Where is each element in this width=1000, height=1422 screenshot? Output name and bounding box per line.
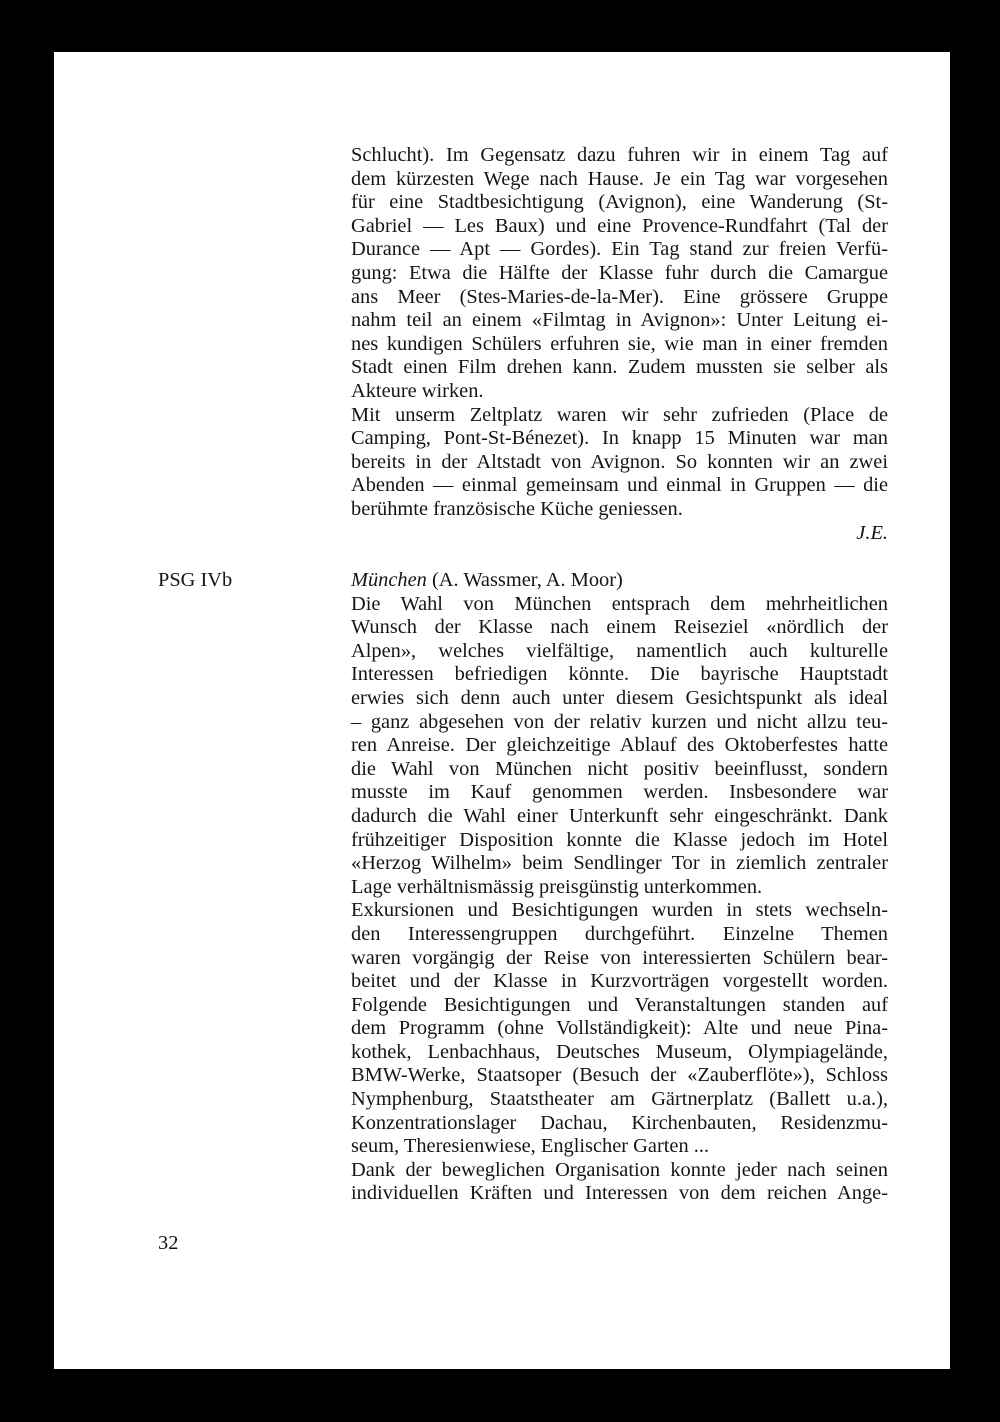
text-line: nahm teil an einem «Filmtag in Avignon»: Unter Leitung ei- (351, 309, 888, 332)
text-line: den Interessengruppen durchgeführt. Einzelne Themen (351, 922, 888, 945)
text-line: Exkursionen und Besichtigungen wurden in stets wechseln- (351, 899, 888, 922)
text-line: BMW-Werke, Staatsoper (Besuch der «Zauberflöte»), Schloss (351, 1064, 888, 1087)
paragraph-5 (351, 1159, 888, 1206)
text-line: dem kürzesten Wege nach Hause. Je ein Tag war vorgesehen (351, 167, 888, 190)
text-line: bereits in der Altstadt von Avignon. So konnten wir an zwei (351, 450, 888, 473)
document-page (54, 52, 950, 1369)
text-line: Lage verhältnismässig preisgünstig unterkommen. (351, 875, 763, 898)
text-line: Mit unserm Zeltplatz waren wir sehr zufrieden (Place de (351, 403, 888, 426)
text-line: gung: Etwa die Hälfte der Klasse fuhr durch die Camargue (351, 261, 888, 284)
text-line: Stadt einen Film drehen kann. Zudem mussten sie selber als (351, 356, 888, 379)
text-line: Wunsch der Klasse nach einem Reiseziel «nördlich der (351, 616, 888, 639)
text-line: Alpen», welches vielfältige, namentlich auch kulturelle (351, 639, 888, 662)
text-line: erwies sich denn auch unter diesem Gesichtspunkt als ideal (351, 686, 888, 709)
text-line: nes kundigen Schülers erfuhren sie, wie man in einer fremden (351, 332, 888, 355)
text-line: kothek, Lenbachhaus, Deutsches Museum, Olympiagelände, (351, 1040, 888, 1063)
text-line: Durance — Apt — Gordes). Ein Tag stand zur freien Verfü- (351, 238, 888, 261)
text-line: berühmte französische Küche geniessen. (351, 497, 683, 520)
paragraph-4 (351, 899, 888, 1159)
text-line: Die Wahl von München entsprach dem mehrheitlichen (351, 592, 888, 615)
text-line: Gabriel — Les Baux) und eine Provence-Rundfahrt (Tal der (351, 214, 888, 237)
text-line: ren Anreise. Der gleichzeitige Ablauf des Oktoberfestes hatte (351, 734, 888, 757)
text-line: ans Meer (Stes-Maries-de-la-Mer). Eine grössere Gruppe (351, 285, 888, 308)
text-line: Camping, Pont-St-Bénezet). In knapp 15 Minuten war man (351, 427, 888, 450)
class-label: PSG IVb (158, 569, 233, 591)
text-line: Dank der beweglichen Organisation konnte jeder nach seinen (351, 1158, 888, 1181)
text-line: Abenden — einmal gemeinsam und einmal in Gruppen — die (351, 474, 888, 497)
page-number: 32 (158, 1232, 179, 1254)
text-line: individuellen Kräften und Interessen von dem reichen Ange- (351, 1182, 888, 1205)
text-line: «Herzog Wilhelm» beim Sendlinger Tor in ziemlich zentraler (351, 852, 888, 875)
text-line: dadurch die Wahl einer Unterkunft sehr eingeschränkt. Dank (351, 804, 888, 827)
heading-authors: (A. Wassmer, A. Moor) (426, 569, 623, 591)
text-line: Konzentrationslager Dachau, Kirchenbauten, Residenzmu- (351, 1111, 888, 1134)
author-initials: J.E. (856, 521, 888, 544)
text-line: frühzeitiger Disposition konnte die Klasse jedoch im Hotel (351, 828, 888, 851)
section-heading (351, 569, 888, 593)
paragraph-3 (351, 593, 888, 900)
text-line: Nymphenburg, Staatstheater am Gärtnerplatz (Ballett u.a.), (351, 1088, 888, 1111)
text-line: seum, Theresienwiese, Englischer Garten ... (351, 1135, 710, 1158)
text-line: Folgende Besichtigungen und Veranstaltungen standen auf (351, 993, 888, 1016)
paragraph-2 (351, 404, 888, 522)
text-line: Schlucht). Im Gegensatz dazu fuhren wir in einem Tag auf (351, 144, 888, 166)
heading-title: München (351, 569, 427, 591)
text-line: die Wahl von München nicht positiv beeinflusst, sondern (351, 757, 888, 780)
text-line: für eine Stadtbesichtigung (Avignon), eine Wanderung (St- (351, 191, 888, 214)
text-line: Interessen befriedigen könnte. Die bayrische Hauptstadt (351, 663, 888, 686)
report-section-avignon (351, 144, 888, 545)
text-line: Akteure wirken. (351, 379, 484, 402)
text-line: beitet und der Klasse in Kurzvorträgen vorgestellt worden. (351, 970, 888, 993)
text-line: – ganz abgesehen von der relativ kurzen und nicht allzu teu- (351, 710, 888, 733)
text-line: waren vorgängig der Reise von interessierten Schülern bear- (351, 946, 888, 969)
report-section-muenchen (351, 569, 888, 1206)
paragraph-1 (351, 144, 888, 404)
text-line: dem Programm (ohne Vollständigkeit): Alte und neue Pina- (351, 1017, 888, 1040)
text-line: musste im Kauf genommen werden. Insbesondere war (351, 781, 888, 804)
